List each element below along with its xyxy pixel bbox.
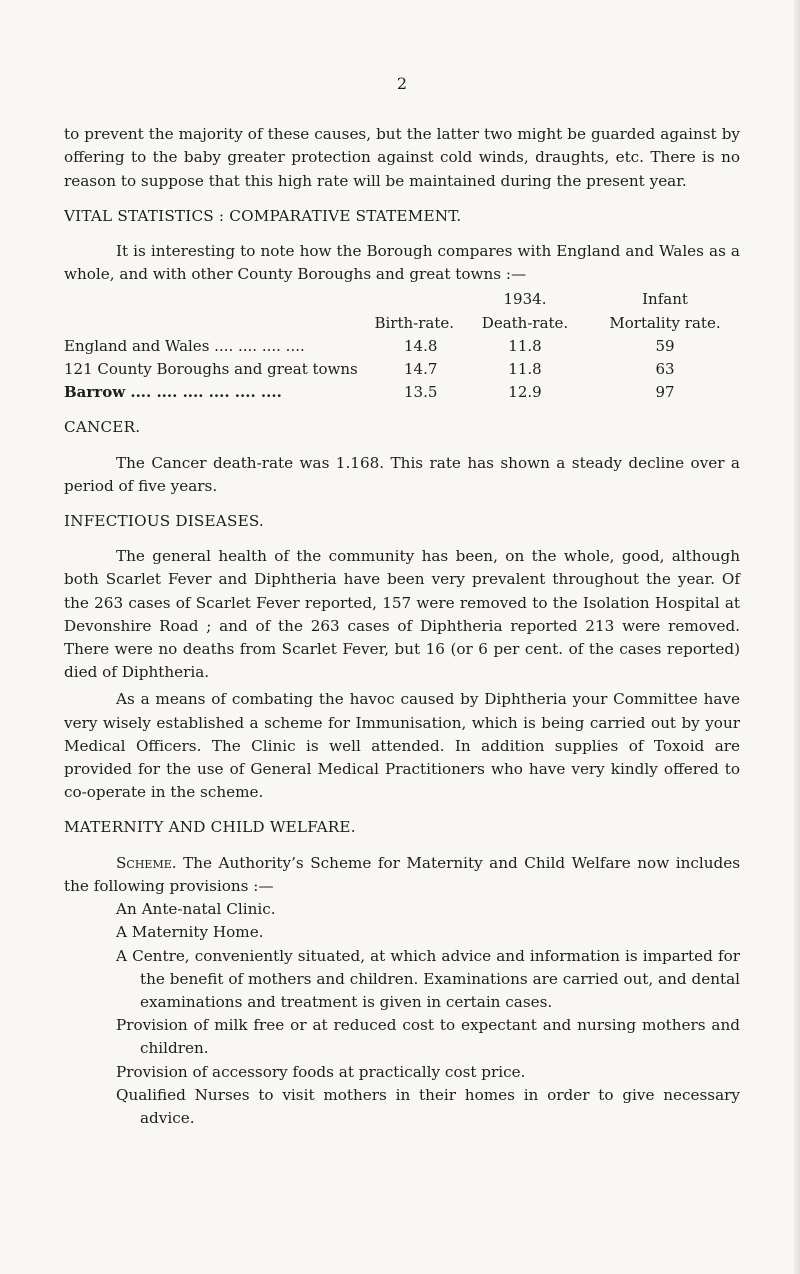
list-item: A Maternity Home.: [116, 923, 264, 942]
vital-statistics-heading: VITAL STATISTICS : COMPARATIVE STATEMENT.: [64, 206, 462, 225]
row-place: 121 County Boroughs and great towns: [64, 360, 358, 379]
year-label: 1934.: [503, 290, 547, 309]
maternity-heading: MATERNITY AND CHILD WELFARE.: [64, 818, 356, 837]
provisions-list: [64, 898, 740, 1130]
intro-paragraph: to prevent the majority of these causes, but the latter two might be guarded against by offering to the baby greater protection against cold winds, draughts, etc. There is no reason to suppose that this high rate will be maintained during the present year.: [64, 125, 740, 190]
scheme-text: The Authority’s Scheme for Maternity and Child Welfare now includes the following provisions :—: [64, 853, 741, 895]
row-infant-mortality: 59: [655, 336, 675, 355]
cancer-heading: CANCER.: [64, 418, 141, 437]
list-item: An Ante-natal Clinic.: [116, 900, 276, 919]
infectious-paragraph-2: As a means of combating the havoc caused by Diphtheria your Committee have very wisely established a scheme for Immunisation, which is being carried out by your Medical Officers. The Clinic is well attended. In addition supplies of Toxoid are provided for the use of General Medical Practitioners who have very kindly offered to co-operate in the scheme.: [64, 690, 740, 802]
list-item: Provision of accessory foods at practically cost price.: [116, 1062, 526, 1081]
row-place: England and Wales .... .... .... ....: [64, 336, 305, 355]
scheme-label: Scheme.: [116, 853, 177, 872]
row-death-rate: 11.8: [508, 360, 542, 379]
row-infant-mortality: 63: [655, 360, 675, 379]
row-birth-rate: 14.8: [404, 336, 438, 355]
vital-statistics-table: [64, 288, 740, 404]
infectious-diseases-heading: INFECTIOUS DISEASES.: [64, 512, 264, 531]
row-death-rate: 12.9: [508, 383, 542, 402]
table-row: [64, 335, 740, 358]
scheme-paragraph: [64, 852, 740, 898]
table-header-row-1: [64, 288, 740, 311]
row-death-rate: 11.8: [508, 336, 542, 355]
table-row: [64, 381, 740, 404]
document-page: [64, 72, 740, 1130]
vital-statistics-paragraph: It is interesting to note how the Borough compares with England and Wales as a whole, and with other County Boroughs and great towns :—: [64, 242, 740, 284]
row-birth-rate: 13.5: [404, 383, 438, 402]
table-row: [64, 358, 740, 381]
row-place: Barrow .... .... .... .... .... ....: [64, 383, 282, 402]
death-rate-header: Death-rate.: [481, 313, 569, 332]
infant-label: Infant: [642, 290, 688, 309]
list-item: Qualified Nurses to visit mothers in their homes in order to give necessary advice.: [116, 1085, 740, 1127]
infectious-paragraph-1: The general health of the community has been, on the whole, good, although both Scarlet Fever and Diphtheria have been very prevalent throughout the year. Of the 263 cases of Scarlet Fever reported, 157 were removed to the Isolation Hospital at Devonshire Road ; and of the 263 cases of Diphtheria reported 213 were removed. There were no deaths from Scarlet Fever, but 16 (or 6 per cent. of the cases reported) died of Diphtheria.: [64, 547, 740, 682]
cancer-paragraph: The Cancer death-rate was 1.168. This rate has shown a steady decline over a period of five years.: [64, 453, 740, 495]
page-edge-shadow: [794, 0, 800, 1274]
table-header-row-2: [64, 312, 740, 335]
mortality-rate-header: Mortality rate.: [609, 313, 721, 332]
list-item: A Centre, conveniently situated, at which advice and information is imparted for the benefit of mothers and children. Examinations are carried out, and dental examinations and treatment is given in certain cases.: [116, 946, 740, 1011]
list-item: Provision of milk free or at reduced cost to expectant and nursing mothers and children.: [116, 1016, 740, 1058]
birth-rate-header: Birth-rate.: [374, 313, 454, 332]
row-birth-rate: 14.7: [404, 360, 438, 379]
page-number: 2: [396, 74, 408, 93]
row-infant-mortality: 97: [655, 383, 675, 402]
